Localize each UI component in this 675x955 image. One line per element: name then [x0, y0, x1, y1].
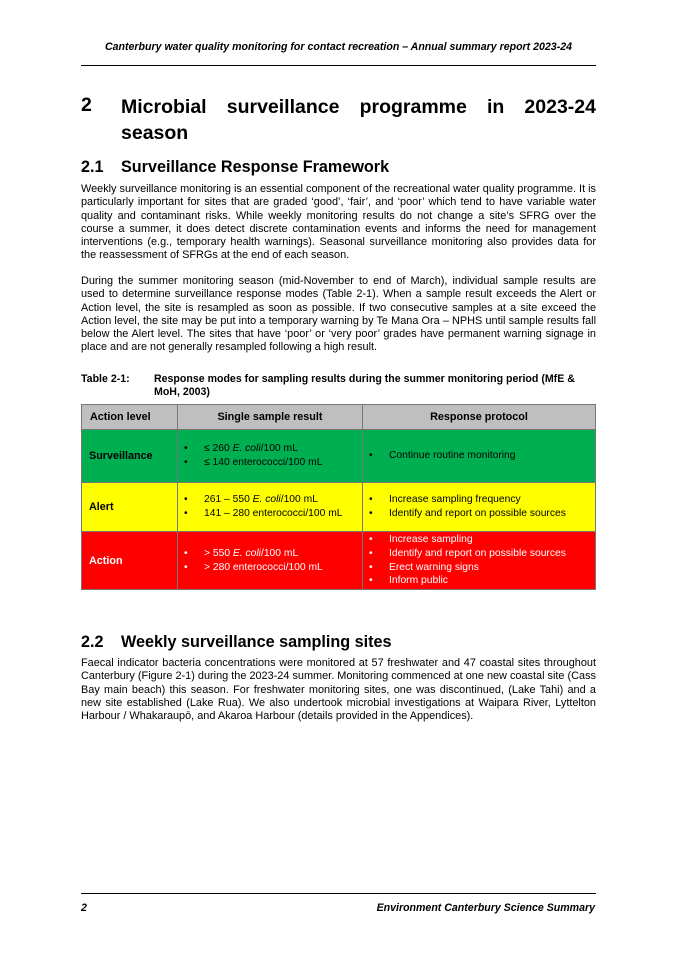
subsection-title: Weekly surveillance sampling sites	[121, 633, 392, 651]
response-protocol-cell	[363, 430, 596, 483]
subsection-number: 2.1	[81, 158, 104, 176]
paragraph-surveillance-intro: Weekly surveillance monitoring is an essential component of the recreational water quality programme. It is particularly important for sites that are graded ‘good’, ‘fair’, and ‘poor’ which tend to have variable water quality and contaminant risks. While weekly monitoring results do not change a site’s SFRG over the course a summer, it does detect discrete contamination events and informs the need for management interventions (e.g., temporary health warnings). Seasonal surveillance monitoring also provides data for the reassessment of SFRGs at the end of each season.	[81, 183, 596, 262]
action-level-cell: Surveillance	[82, 430, 178, 483]
response-protocol-cell	[363, 532, 596, 590]
paragraph-response-modes: During the summer monitoring season (mid-November to end of March), individual sample results are used to determine surveillance response modes (Table 2-1). When a sample result exceeds the Alert or Action level, the site is resampled as soon as possible. If two consecutive samples at a site exceed the Action level, the site may be put into a temporary warning by Te Mana Ora – NPHS until sample results fall below the Alert level. The sites that have ‘poor’ or ‘very poor’ grades have permanent warning signage in place and are not generally resampled following a high result.	[81, 275, 596, 354]
table-label: Table 2-1:	[81, 373, 130, 385]
list-item: • Identify and report on possible sources	[369, 547, 589, 561]
list-item: • > 280 enterococci/100 mL	[184, 561, 356, 575]
list-item: • Erect warning signs	[369, 561, 589, 575]
table-title: Response modes for sampling results during the summer monitoring period (MfE & MoH, 2003)	[154, 373, 575, 398]
subsection-number: 2.2	[81, 633, 104, 651]
table-row-alert	[82, 483, 596, 532]
list-item: • 141 – 280 enterococci/100 mL	[184, 507, 356, 521]
list-item: • Inform public	[369, 574, 589, 588]
section-title: Microbial surveillance programme in 2023-24 season	[121, 96, 596, 144]
paragraph-sampling-sites: Faecal indicator bacteria concentrations were monitored at 57 freshwater and 47 coastal sites throughout Canterbury (Figure 2-1) during the 2023-24 summer. Monitoring commenced at one new coastal site (Cass Bay main beach) this season. For freshwater monitoring sites, one was discontinued, (Lake Tahi) and a new site established (Lake Rua). We also undertook microbial investigations at Waipara River, Lyttelton Harbour / Whakaraupō, and Akaroa Harbour (details provided in the Appendices).	[81, 657, 596, 723]
list-item: • Increase sampling	[369, 533, 589, 547]
page-number: 2	[81, 902, 87, 914]
running-header: Canterbury water quality monitoring for contact recreation – Annual summary report 2023-24	[104, 41, 573, 53]
header-rule	[81, 65, 596, 66]
column-header: Action level	[82, 405, 178, 430]
subsection-title: Surveillance Response Framework	[121, 158, 390, 176]
table-row-surveillance	[82, 430, 596, 483]
action-level-cell: Alert	[82, 483, 178, 532]
column-header: Single sample result	[178, 405, 363, 430]
sample-result-cell	[178, 430, 363, 483]
column-header: Response protocol	[363, 405, 596, 430]
list-item: • 261 – 550 E. coli/100 mL	[184, 493, 356, 507]
section-number: 2	[81, 94, 92, 116]
response-modes-table	[81, 404, 596, 590]
sample-result-cell	[178, 532, 363, 590]
list-item: • Continue routine monitoring	[369, 449, 589, 463]
list-item: • Increase sampling frequency	[369, 493, 589, 507]
sample-result-cell	[178, 483, 363, 532]
list-item: • ≤ 260 E. coli/100 mL	[184, 442, 356, 456]
table-row-action	[82, 532, 596, 590]
list-item: • ≤ 140 enterococci/100 mL	[184, 456, 356, 470]
list-item: • > 550 E. coli/100 mL	[184, 547, 356, 561]
footer-rule	[81, 893, 596, 894]
response-protocol-cell	[363, 483, 596, 532]
table-header-row	[82, 405, 596, 430]
footer-publication: Environment Canterbury Science Summary	[376, 902, 595, 914]
action-level-cell: Action	[82, 532, 178, 590]
list-item: • Identify and report on possible sources	[369, 507, 589, 521]
